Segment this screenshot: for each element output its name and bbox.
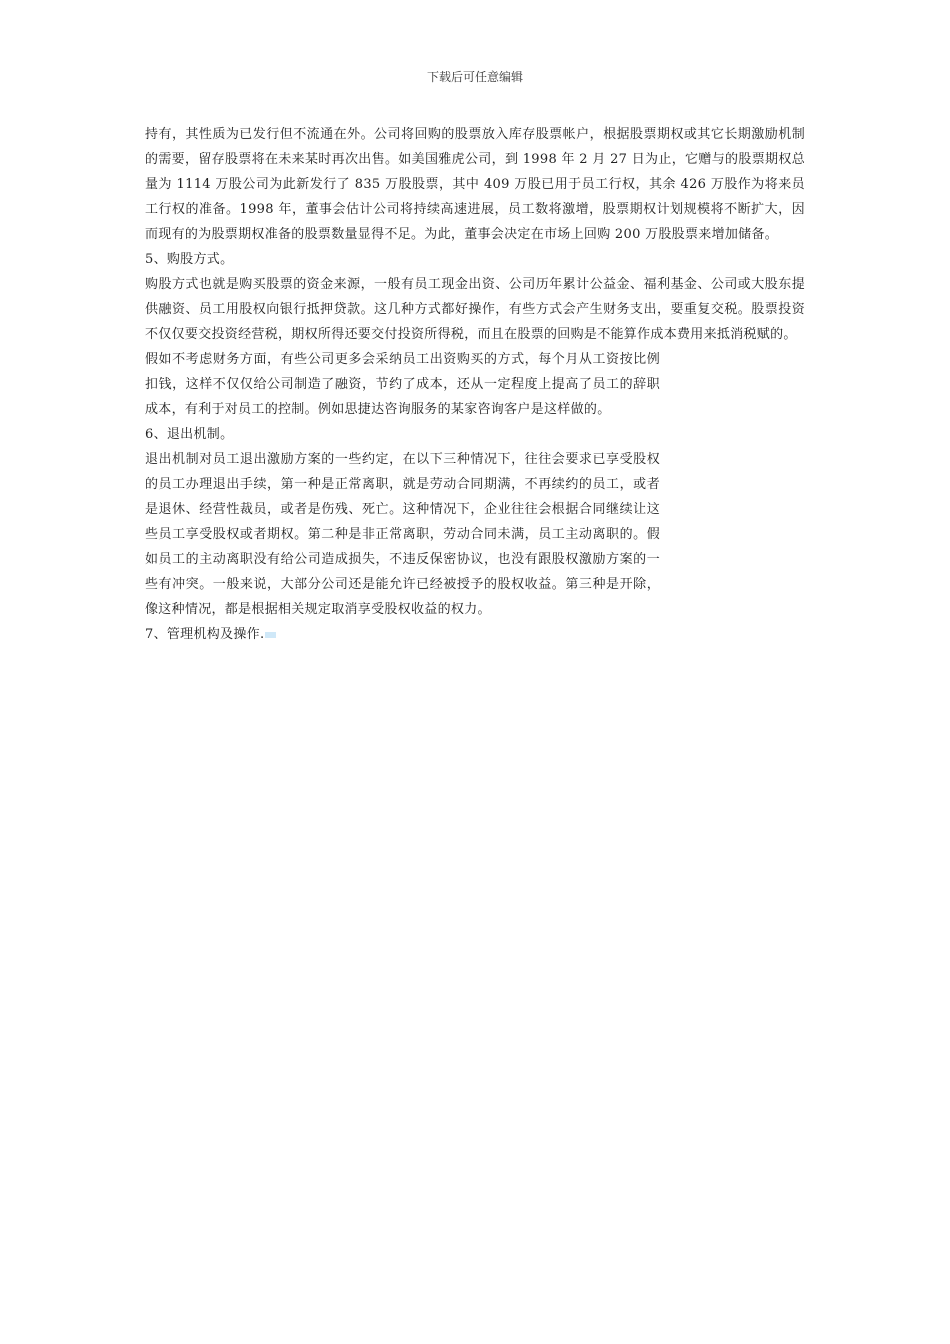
paragraph-purchase-method: 购股方式也就是购买股票的资金来源，一般有员工现金出资、公司历年累计公益金、福利基金、公司或大股东提供融资、员工用股权向银行抵押贷款。这几种方式都好操作，有些方式会产生财务支出，要重复交税。股票投资不仅仅要交投资经营税，期权所得还要交付投资所得税，而且在股票的回购是不能算作成本费用来抵消税赋的。	[145, 277, 805, 342]
section-heading-7: 7、管理机构及操作.	[145, 627, 265, 642]
text-cursor-highlight	[265, 632, 276, 638]
paragraph-stock-repurchase: 持有，其性质为已发行但不流通在外。公司将回购的股票放入库存股票帐户，根据股票期权或其它长期激励机制的需要，留存股票将在未来某时再次出售。如美国雅虎公司，到 1998 年 2 月 27 日为止，它赠与的股票期权总量为 1114 万股公司为此新发行了 835 万股股票，其中 409 万股已用于员工行权，其余 426 万股作为将来员工行权的准备。1998 年，董事会估计公司将持续高速进展，员工数将激增，股票期权计划规模将不断扩大，因而现有的为股票期权准备的股票数量显得不足。为此，董事会决定在市场上回购 200 万股股票来增加储备。	[145, 127, 805, 242]
section-heading-6: 6、退出机制。	[145, 427, 234, 442]
paragraph-exit-mechanism: 退出机制对员工退出激励方案的一些约定，在以下三种情况下，往往会要求已享受股权的员工办理退出手续，第一种是正常离职，就是劳动合同期满，不再续约的员工，或者是退休、经营性裁员，或者是伤残、死亡。这种情况下，企业往往会根据合同继续让这些员工享受股权或者期权。第二种是非正常离职，劳动合同未满，员工主动离职的。假如员工的主动离职没有给公司造成损失，不违反保密协议，也没有跟股权激励方案的一些有冲突。一般来说，大部分公司还是能允许已经被授予的股权收益。第三种是开除，像这种情况，都是根据相关规定取消享受股权收益的权力。	[145, 452, 660, 617]
section-heading-5: 5、购股方式。	[145, 252, 234, 267]
document-body	[145, 122, 805, 647]
page-header: 下载后可任意编辑	[426, 70, 523, 84]
paragraph-employee-funding: 假如不考虑财务方面，有些公司更多会采纳员工出资购买的方式，每个月从工资按比例扣钱，这样不仅仅给公司制造了融资，节约了成本，还从一定程度上提高了员工的辞职成本，有利于对员工的控制。例如思捷达咨询服务的某家咨询客户是这样做的。	[145, 352, 660, 417]
section-heading-7-line	[145, 622, 805, 647]
